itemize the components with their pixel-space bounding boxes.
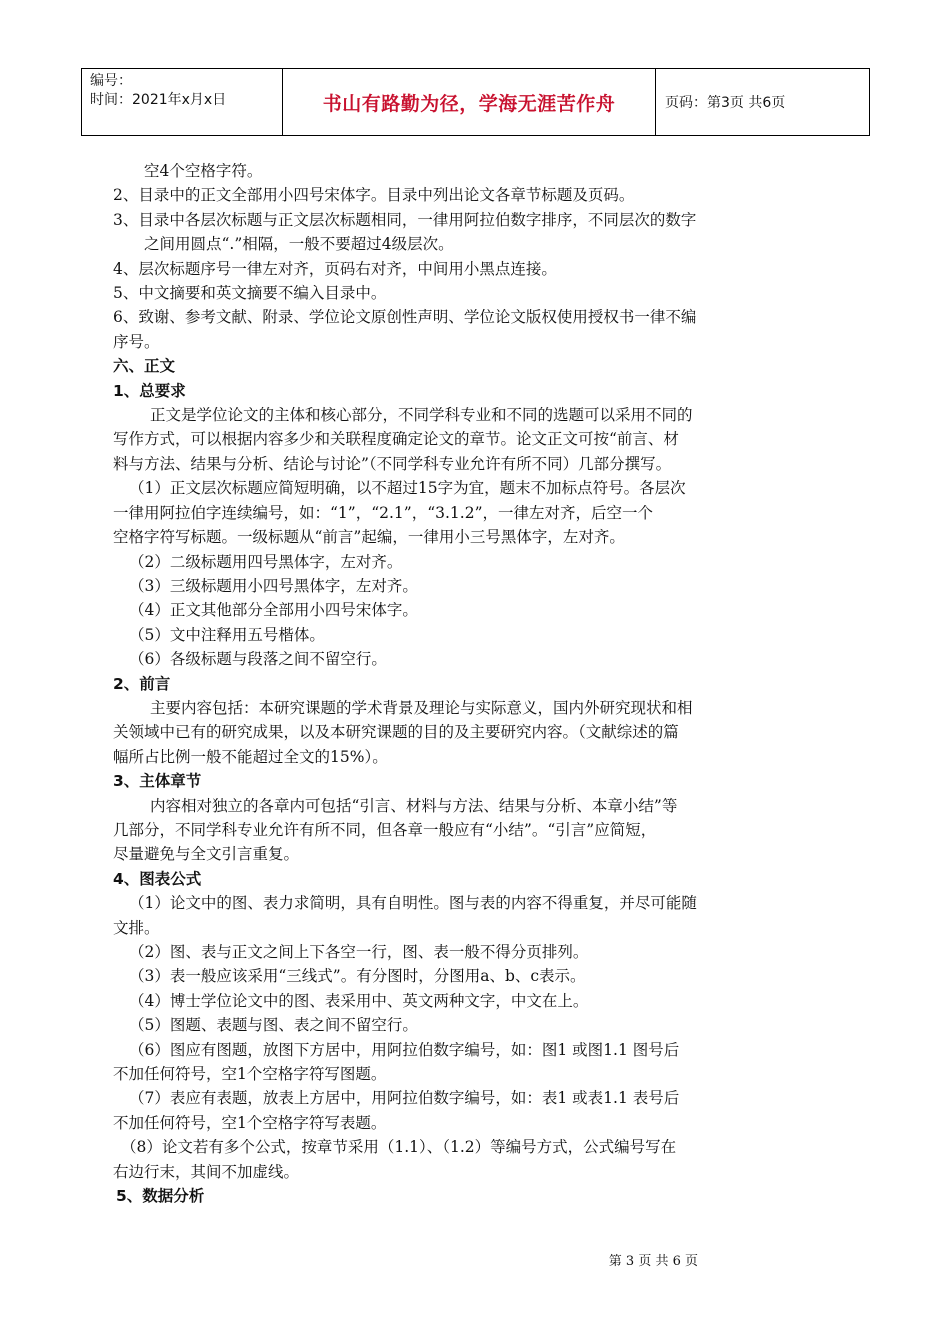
- body-line: （1）正文层次标题应简短明确，以不超过15字为宜，题末不加标点符号。各层次: [129, 479, 686, 498]
- header-motto: 书山有路勤为径，学海无涯苦作舟: [283, 69, 656, 135]
- body-line: （6）各级标题与段落之间不留空行。: [129, 650, 387, 669]
- header-time: 时间：2021年x月x日: [90, 92, 227, 108]
- body-line: （2）二级标题用四号黑体字，左对齐。: [129, 552, 403, 571]
- body-line: 幅所占比例一般不能超过全文的15%）。: [113, 747, 388, 766]
- body-line: 尽量避免与全文引言重复。: [113, 845, 300, 864]
- body-line: （4）正文其他部分全部用小四号宋体字。: [129, 601, 418, 620]
- body-line: 写作方式，可以根据内容多少和关联程度确定论文的章节。论文正文可按“前言、材: [113, 430, 679, 449]
- body-line: 正文是学位论文的主体和核心部分，不同学科专业和不同的选题可以采用不同的: [150, 406, 693, 425]
- body-line: 空4个空格字符。: [144, 162, 263, 180]
- body-line: 文排。: [113, 918, 160, 937]
- body-line: （7）表应有表题，放表上方居中，用阿拉伯数字编号，如：表1 或表1.1 表号后: [129, 1089, 680, 1108]
- body-line: 之间用圆点“.”相隔，一般不要超过4级层次。: [144, 235, 454, 254]
- body-line: （2）图、表与正文之间上下各空一行，图、表一般不得分页排列。: [129, 943, 589, 961]
- body-line: 右边行末，其间不加虚线。: [113, 1162, 300, 1181]
- document-body: [113, 159, 843, 1208]
- subsection-heading: 5、数据分析: [116, 1187, 205, 1206]
- body-line: 序号。: [113, 332, 160, 351]
- body-line: （5）文中注释用五号楷体。: [129, 625, 325, 644]
- body-line: （8）论文若有多个公式，按章节采用（1.1）、（1.2）等编号方式，公式编号写在: [121, 1138, 677, 1157]
- body-line: 5、中文摘要和英文摘要不编入目录中。: [113, 284, 387, 303]
- body-line: 4、层次标题序号一律左对齐，页码右对齐，中间用小黑点连接。: [113, 259, 557, 278]
- body-line: （4）博士学位论文中的图、表采用中、英文两种文字，中文在上。: [129, 991, 589, 1010]
- body-line: （1）论文中的图、表力求简明，具有自明性。图与表的内容不得重复，并尽可能随: [129, 894, 697, 913]
- subsection-heading: 1、总要求: [113, 381, 186, 400]
- header-number: 编号：: [90, 73, 132, 89]
- subsection-heading: 2、前言: [113, 674, 171, 693]
- page-header: [81, 68, 870, 136]
- body-line: 6、致谢、参考文献、附录、学位论文原创性声明、学位论文版权使用授权书一律不编: [113, 308, 697, 327]
- body-line: （6）图应有图题，放图下方居中，用阿拉伯数字编号，如：图1 或图1.1 图号后: [129, 1040, 680, 1059]
- header-meta: [82, 69, 283, 135]
- body-line: （3）表一般应该采用“三线式”。有分图时，分图用a、b、c表示。: [129, 967, 586, 986]
- header-page-number: 页码：第3页 共6页: [665, 95, 786, 111]
- body-line: 几部分，不同学科专业允许有所不同，但各章一般应有“小结”。“引言”应简短，: [113, 820, 657, 839]
- subsection-heading: 4、图表公式: [113, 869, 202, 888]
- body-line: 空格字符写标题。一级标题从“前言”起编，一律用小三号黑体字，左对齐。: [113, 528, 625, 547]
- subsection-heading: 3、主体章节: [113, 772, 202, 791]
- body-line: 不加任何符号，空1个空格字符写图题。: [113, 1065, 387, 1084]
- body-line: 3、目录中各层次标题与正文层次标题相同，一律用阿拉伯数字排序，不同层次的数字: [113, 210, 697, 229]
- body-line: 关领域中已有的研究成果，以及本研究课题的目的及主要研究内容。（文献综述的篇: [113, 723, 679, 742]
- body-line: 2、目录中的正文全部用小四号宋体字。目录中列出论文各章节标题及页码。: [113, 186, 635, 205]
- body-line: （3）三级标题用小四号黑体字，左对齐。: [129, 576, 418, 595]
- section-heading: 六、正文: [113, 357, 176, 376]
- body-line: 主要内容包括：本研究课题的学术背景及理论与实际意义，国内外研究现状和相: [150, 698, 693, 717]
- body-line: 一律用阿拉伯字连续编号，如：“1”，“2.1”，“3.1.2”，一律左对齐，后空一个: [113, 503, 653, 522]
- body-line: （5）图题、表题与图、表之间不留空行。: [129, 1016, 418, 1035]
- page-footer: 第 3 页 共 6 页: [608, 1254, 698, 1269]
- body-line: 内容相对独立的各章内可包括“引言、材料与方法、结果与分析、本章小结”等: [150, 796, 678, 815]
- body-line: 料与方法、结果与分析、结论与讨论”（不同学科专业允许有所不同）几部分撰写。: [113, 454, 672, 473]
- body-line: 不加任何符号，空1个空格字符写表题。: [113, 1113, 387, 1132]
